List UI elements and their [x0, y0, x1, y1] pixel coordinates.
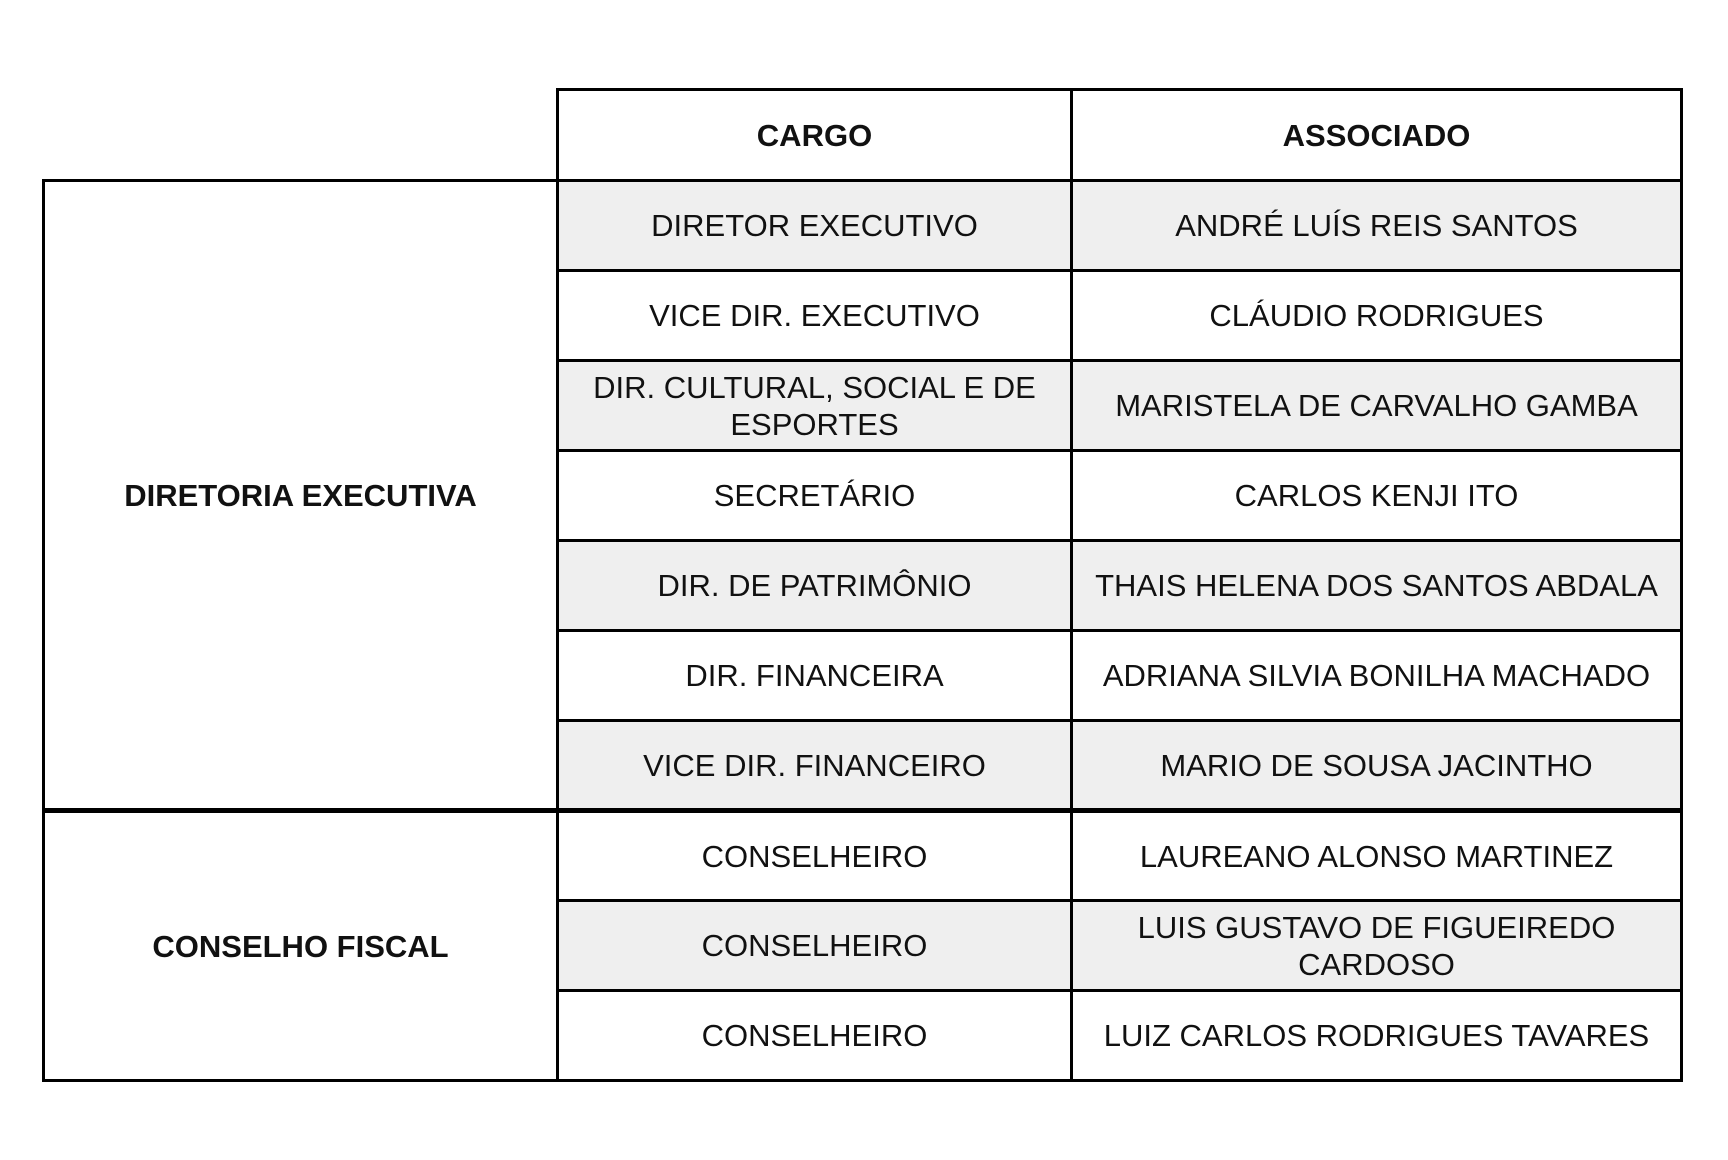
cargo-cell: DIR. CULTURAL, SOCIAL E DE ESPORTES	[558, 361, 1072, 451]
cargo-cell: DIR. DE PATRIMÔNIO	[558, 541, 1072, 631]
cargo-cell: CONSELHEIRO	[558, 991, 1072, 1081]
associado-cell: MARISTELA DE CARVALHO GAMBA	[1072, 361, 1682, 451]
associado-cell: CLÁUDIO RODRIGUES	[1072, 271, 1682, 361]
associado-cell: LUIZ CARLOS RODRIGUES TAVARES	[1072, 991, 1682, 1081]
header-row	[44, 90, 1682, 181]
table-body	[44, 181, 1682, 1081]
header-cargo: CARGO	[558, 90, 1072, 181]
group-label-diretoria-executiva: DIRETORIA EXECUTIVA	[44, 181, 558, 811]
cargo-cell: SECRETÁRIO	[558, 451, 1072, 541]
blank-corner-cell	[44, 90, 558, 181]
associado-cell: ADRIANA SILVIA BONILHA MACHADO	[1072, 631, 1682, 721]
associado-cell: LAUREANO ALONSO MARTINEZ	[1072, 811, 1682, 901]
group-label-conselho-fiscal: CONSELHO FISCAL	[44, 811, 558, 1081]
cargo-cell: VICE DIR. FINANCEIRO	[558, 721, 1072, 811]
cargo-cell: VICE DIR. EXECUTIVO	[558, 271, 1072, 361]
associado-cell: LUIS GUSTAVO DE FIGUEIREDO CARDOSO	[1072, 901, 1682, 991]
associado-cell: ANDRÉ LUÍS REIS SANTOS	[1072, 181, 1682, 271]
associado-cell: CARLOS KENJI ITO	[1072, 451, 1682, 541]
associado-cell: MARIO DE SOUSA JACINTHO	[1072, 721, 1682, 811]
cargo-cell: DIRETOR EXECUTIVO	[558, 181, 1072, 271]
associado-cell: THAIS HELENA DOS SANTOS ABDALA	[1072, 541, 1682, 631]
header-associado: ASSOCIADO	[1072, 90, 1682, 181]
board-table	[42, 88, 1683, 1082]
table-row	[44, 181, 1682, 271]
cargo-cell: DIR. FINANCEIRA	[558, 631, 1072, 721]
cargo-cell: CONSELHEIRO	[558, 901, 1072, 991]
cargo-cell: CONSELHEIRO	[558, 811, 1072, 901]
table-row	[44, 811, 1682, 901]
